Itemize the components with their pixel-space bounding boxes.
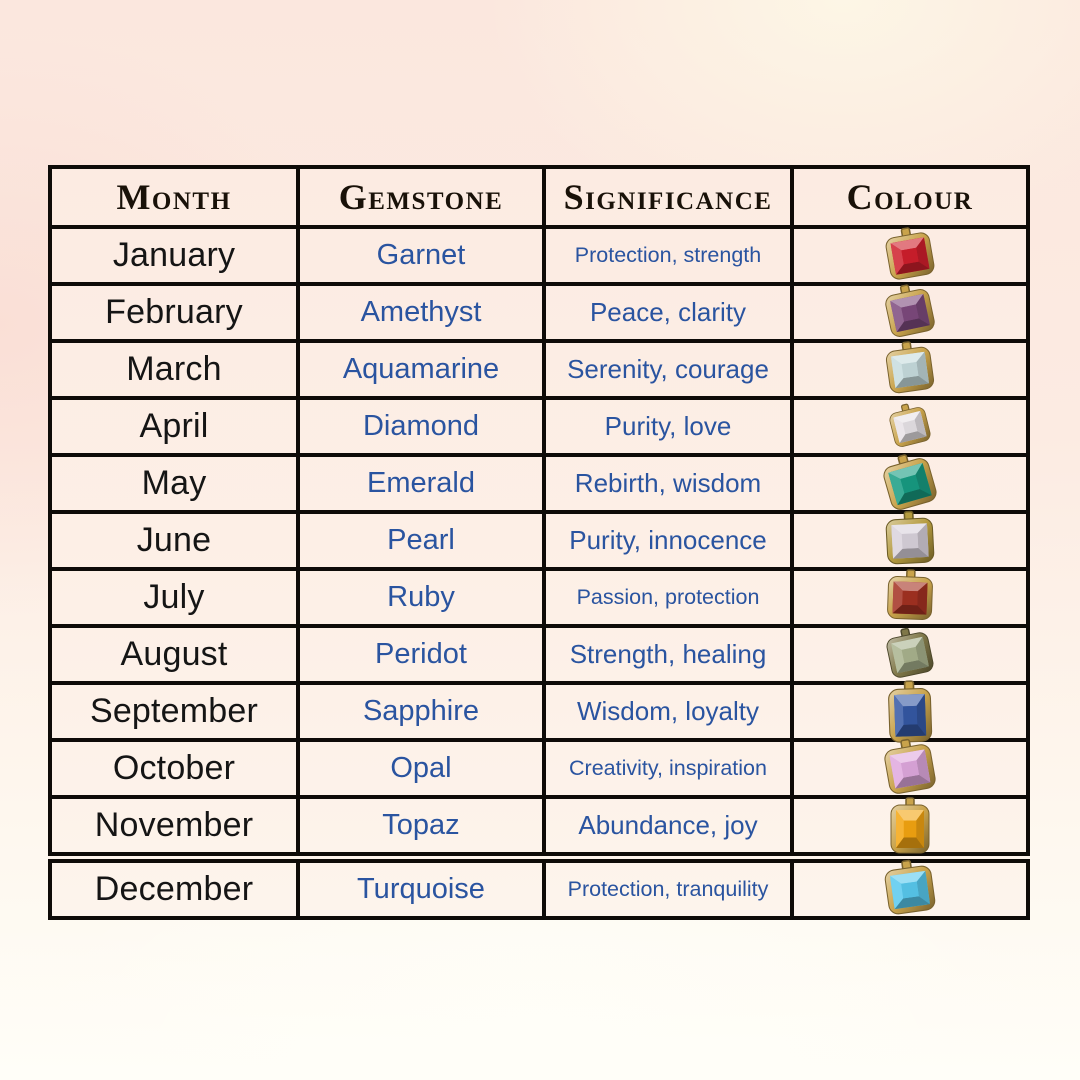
table-row xyxy=(48,738,1030,799)
colour-cell xyxy=(794,457,1026,510)
table-row xyxy=(48,859,1030,920)
table-row xyxy=(48,624,1030,685)
table-row xyxy=(48,510,1030,571)
amethyst-pendant-icon xyxy=(877,278,942,348)
month-cell: June xyxy=(52,514,300,567)
colour-cell xyxy=(794,514,1026,567)
gemstone-cell: Ruby xyxy=(300,571,546,624)
month-cell: April xyxy=(52,400,300,453)
gemstone-cell: Amethyst xyxy=(300,286,546,339)
table-row xyxy=(48,567,1030,628)
garnet-pendant-icon xyxy=(878,221,942,289)
topaz-pendant-icon xyxy=(883,796,937,856)
month-cell: September xyxy=(52,685,300,738)
header-month: Month xyxy=(52,169,300,225)
gemstone-cell: Garnet xyxy=(300,229,546,282)
significance-cell: Purity, innocence xyxy=(546,514,794,567)
month-cell: November xyxy=(52,799,300,852)
colour-cell xyxy=(794,799,1026,852)
turquoise-pendant-icon xyxy=(878,854,943,924)
month-cell: May xyxy=(52,457,300,510)
table-row xyxy=(48,282,1030,343)
table-row xyxy=(48,681,1030,742)
significance-cell: Serenity, courage xyxy=(546,343,794,396)
colour-cell xyxy=(794,628,1026,681)
gemstone-cell: Turquoise xyxy=(300,863,546,916)
ruby-pendant-icon xyxy=(882,567,938,629)
colour-cell xyxy=(794,863,1026,916)
gemstone-cell: Topaz xyxy=(300,799,546,852)
significance-cell: Rebirth, wisdom xyxy=(546,457,794,510)
significance-cell: Passion, protection xyxy=(546,571,794,624)
colour-cell xyxy=(794,742,1026,795)
aquamarine-pendant-icon xyxy=(879,336,941,403)
gemstone-cell: Sapphire xyxy=(300,685,546,738)
month-cell: October xyxy=(52,742,300,795)
table-body xyxy=(48,225,1030,920)
colour-cell xyxy=(794,400,1026,453)
table-row xyxy=(48,795,1030,856)
colour-cell xyxy=(794,229,1026,282)
table-row xyxy=(48,453,1030,514)
significance-cell: Protection, strength xyxy=(546,229,794,282)
significance-cell: Protection, tranquility xyxy=(546,863,794,916)
gemstone-cell: Peridot xyxy=(300,628,546,681)
gemstone-cell: Emerald xyxy=(300,457,546,510)
significance-cell: Abundance, joy xyxy=(546,799,794,852)
gemstone-cell: Aquamarine xyxy=(300,343,546,396)
table-row xyxy=(48,339,1030,400)
significance-cell: Purity, love xyxy=(546,400,794,453)
colour-cell xyxy=(794,286,1026,339)
colour-cell xyxy=(794,343,1026,396)
pearl-pendant-icon xyxy=(880,508,940,574)
month-cell: August xyxy=(52,628,300,681)
month-cell: July xyxy=(52,571,300,624)
month-cell: December xyxy=(52,863,300,916)
header-gemstone: Gemstone xyxy=(300,169,546,225)
month-cell: March xyxy=(52,343,300,396)
significance-cell: Peace, clarity xyxy=(546,286,794,339)
header-significance: Significance xyxy=(546,169,794,225)
table-row xyxy=(48,225,1030,286)
significance-cell: Strength, healing xyxy=(546,628,794,681)
month-cell: February xyxy=(52,286,300,339)
colour-cell xyxy=(794,571,1026,624)
month-cell: January xyxy=(52,229,300,282)
birthstone-table xyxy=(48,165,1030,920)
gemstone-cell: Pearl xyxy=(300,514,546,567)
opal-pendant-icon xyxy=(877,733,944,805)
table-header-row xyxy=(48,165,1030,229)
diamond-pendant-icon xyxy=(883,397,938,455)
significance-cell: Wisdom, loyalty xyxy=(546,685,794,738)
header-colour: Colour xyxy=(846,177,974,217)
colour-cell xyxy=(794,685,1026,738)
gemstone-cell: Diamond xyxy=(300,400,546,453)
gemstone-cell: Opal xyxy=(300,742,546,795)
table-row xyxy=(48,396,1030,457)
significance-cell: Creativity, inspiration xyxy=(546,742,794,795)
